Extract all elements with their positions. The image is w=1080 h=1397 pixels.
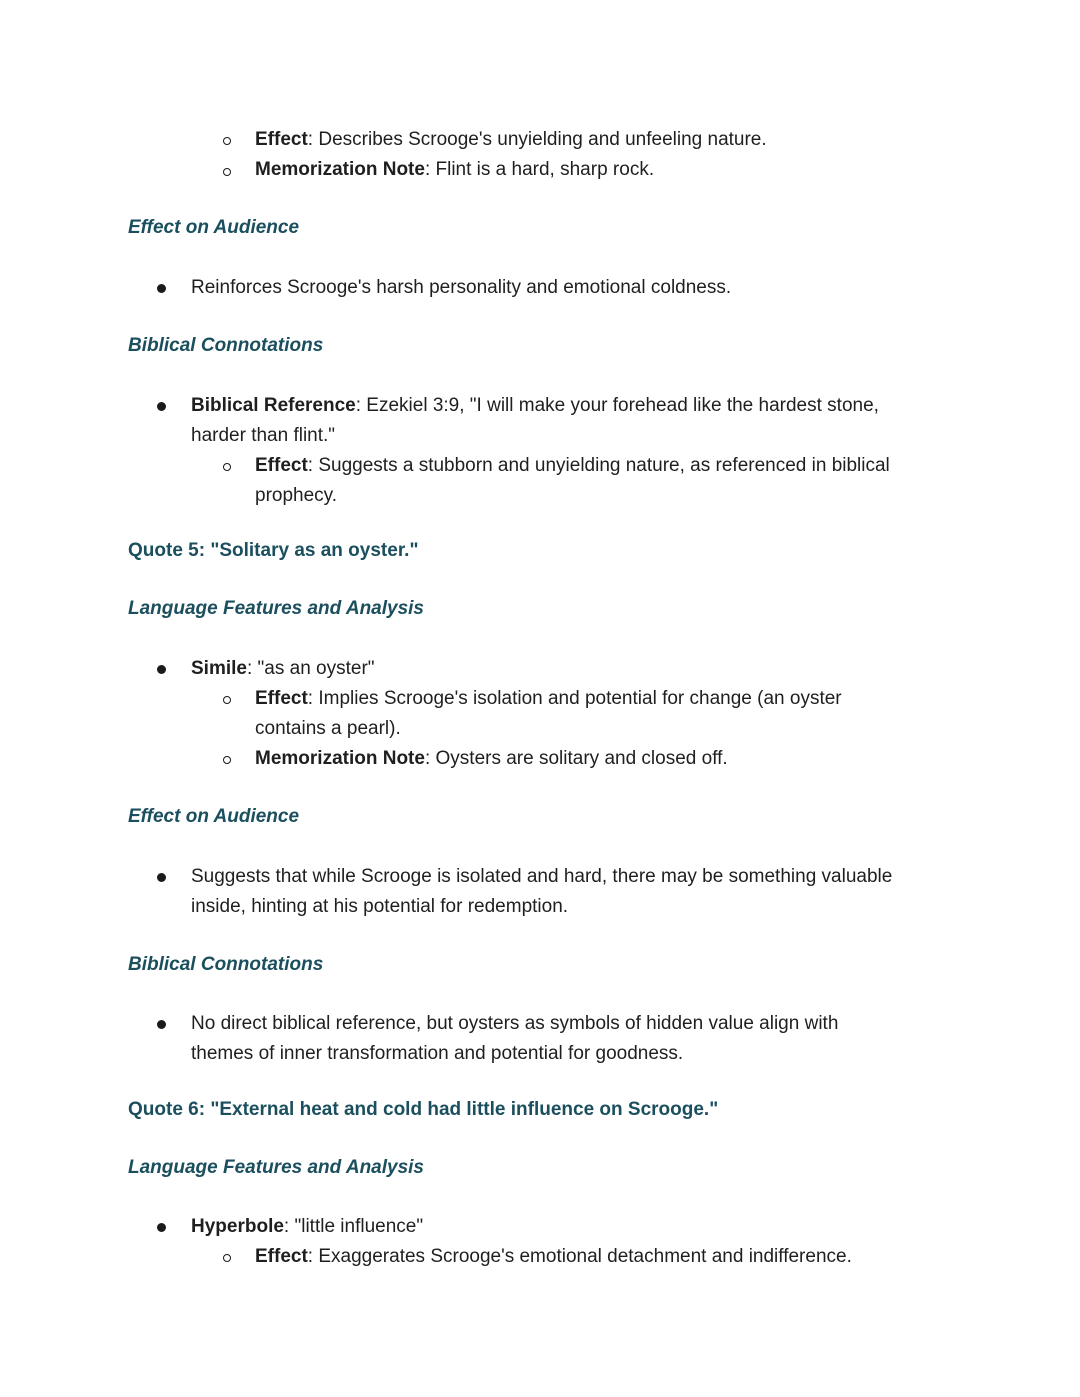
sub-bullet-memorization: Memorization Note: Flint is a hard, sharp rock. <box>255 159 655 180</box>
section-heading-biblical-connotations: Biblical Connotations <box>128 954 324 975</box>
bullet-text: Suggests that while Scrooge is isolated and hard, there may be something valuable <box>191 866 893 887</box>
sub-bullet-effect-cont: prophecy. <box>255 485 338 506</box>
bullet-marker <box>157 402 166 411</box>
quote-6-heading: Quote 6: "External heat and cold had little influence on Scrooge." <box>128 1099 719 1120</box>
sub-bullet-marker <box>223 168 231 176</box>
section-heading-effect-on-audience: Effect on Audience <box>128 806 300 827</box>
bullet-marker <box>157 1020 166 1029</box>
bullet-marker <box>157 1223 166 1232</box>
bullet-text: No direct biblical reference, but oysters as symbols of hidden value align with <box>191 1013 839 1034</box>
sub-bullet-effect: Effect: Exaggerates Scrooge's emotional detachment and indifference. <box>255 1246 852 1267</box>
section-heading-effect-on-audience: Effect on Audience <box>128 217 300 238</box>
section-heading-language-features: Language Features and Analysis <box>128 598 424 619</box>
sub-bullet-effect-cont: contains a pearl). <box>255 718 401 739</box>
bullet-text: Reinforces Scrooge's harsh personality and emotional coldness. <box>191 277 732 298</box>
bullet-biblical-reference: Biblical Reference: Ezekiel 3:9, "I will make your forehead like the hardest stone, <box>191 395 879 416</box>
sub-bullet-marker <box>223 463 231 471</box>
bullet-text-cont: inside, hinting at his potential for redemption. <box>191 896 569 917</box>
bullet-marker <box>157 873 166 882</box>
sub-bullet-effect: Effect: Implies Scrooge's isolation and potential for change (an oyster <box>255 688 842 709</box>
sub-bullet-marker <box>223 137 231 145</box>
sub-bullet-marker <box>223 1254 231 1262</box>
quote-5-heading: Quote 5: "Solitary as an oyster." <box>128 540 419 561</box>
sub-bullet-memorization: Memorization Note: Oysters are solitary and closed off. <box>255 748 728 769</box>
bullet-simile: Simile: "as an oyster" <box>191 658 375 679</box>
sub-bullet-effect: Effect: Describes Scrooge's unyielding and unfeeling nature. <box>255 129 767 150</box>
bullet-text-cont: themes of inner transformation and potential for goodness. <box>191 1043 684 1064</box>
bullet-marker <box>157 665 166 674</box>
sub-bullet-marker <box>223 696 231 704</box>
bullet-biblical-reference-cont: harder than flint." <box>191 425 336 446</box>
bullet-hyperbole: Hyperbole: "little influence" <box>191 1216 424 1237</box>
sub-bullet-marker <box>223 756 231 764</box>
bullet-marker <box>157 284 166 293</box>
section-heading-biblical-connotations: Biblical Connotations <box>128 335 324 356</box>
section-heading-language-features: Language Features and Analysis <box>128 1157 424 1178</box>
sub-bullet-effect: Effect: Suggests a stubborn and unyielding nature, as referenced in biblical <box>255 455 890 476</box>
